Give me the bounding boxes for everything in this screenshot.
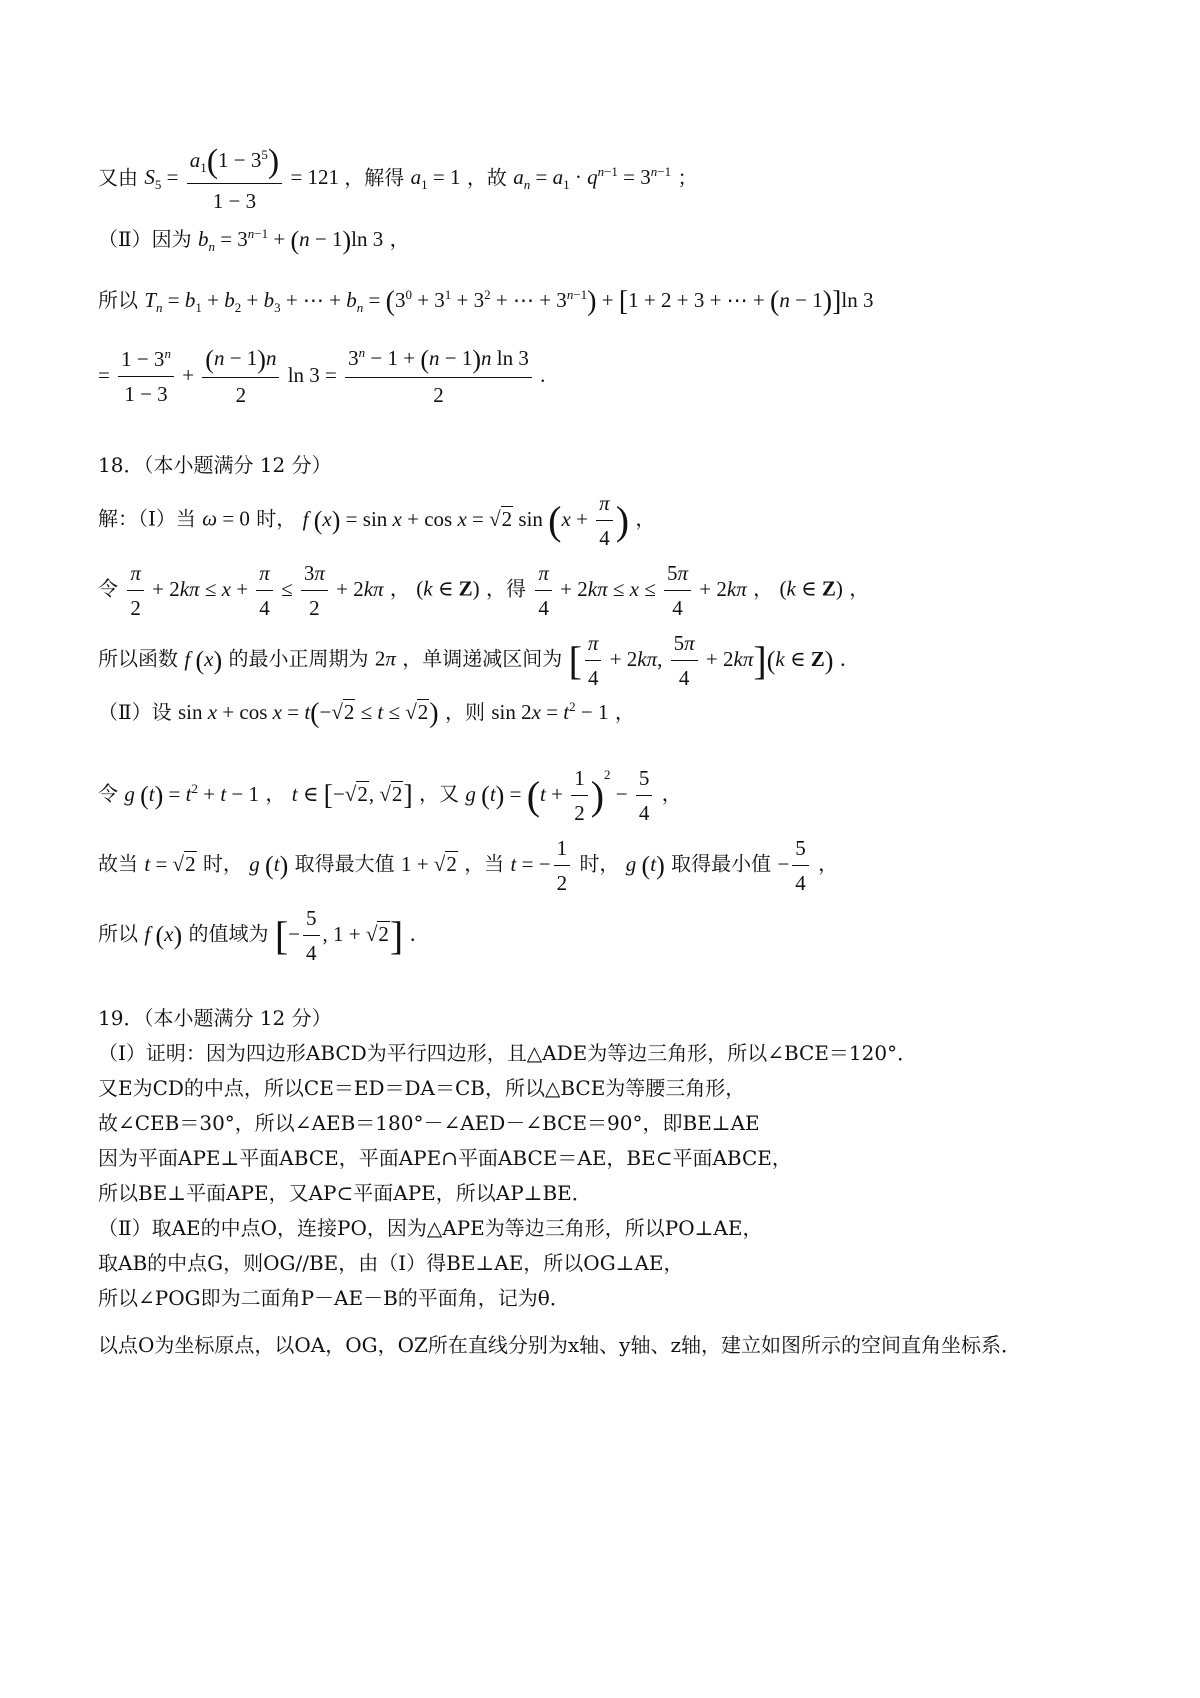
text: ，	[661, 781, 682, 806]
coordinate-system-line: 以点O为坐标原点，以OA，OG，OZ所在直线分别为x轴、y轴、z轴，建立如图所示的空间直角坐标系．	[98, 1333, 1022, 1357]
formula-gt: g $(t) = t^2 + t - 1$	[124, 780, 260, 810]
formula-range: [− $\frac{5}{4}$ , 1 + √2]	[274, 906, 404, 966]
text: ；	[677, 165, 698, 190]
text: （Ⅱ）设	[98, 699, 172, 724]
text: ．	[409, 921, 430, 946]
formula-min-value: − $\frac{5}{4}$	[777, 852, 811, 876]
text: 时，	[256, 506, 297, 531]
text: 的值域为	[188, 921, 269, 946]
text: ，	[389, 576, 410, 601]
text: 又由	[98, 165, 138, 190]
question-18-header: 18．（本小题满分 12 分）	[98, 453, 332, 477]
text: ，得	[486, 576, 527, 601]
formula-gt-vertex: g (t) = (t + $\frac{1}{2}$ )$^2$ − $\frac{5}{4}$	[465, 782, 655, 806]
formula-a1: $a_1 = 1$	[410, 165, 461, 193]
solution-line-s5	[98, 145, 697, 214]
text: ，	[818, 851, 839, 876]
text: 令	[98, 576, 118, 601]
proof-line: 故∠CEB＝30°，所以∠AEB＝180°－∠AED－∠BCE＝90°，即BE⊥AE	[98, 1111, 760, 1135]
formula-decreasing-interval: [ $\frac{\pi}{4}$ + 2kπ, $\frac{5\pi}{4}$ + 2kπ](k ∈ Z)	[568, 631, 834, 691]
solution-line-tn-result	[98, 345, 545, 408]
formula-fx: f (x) = sin x + cos x = √2 sin (x + $\frac{\pi}{4}$ )	[302, 491, 630, 551]
text: 取得最小值	[671, 851, 772, 876]
text: 取得最大值	[294, 851, 395, 876]
formula-tn: $T_n = b_1 + b_2 + b_3$ + ⋯ + $b_n = (3^0 + 3^1 + 3^2$ + ⋯ + $3^{n-1}) + [1 + 2 + 3$ + ⋯ + (n − 1)]ln 3	[144, 286, 874, 317]
formula-gt: g (t)	[625, 850, 665, 880]
formula-fx: f (x)	[144, 920, 183, 950]
formula-tn-result: = $\frac{1 - 3^n}{1 - 3}$ + $\frac{(n - 1)n}{2}$ ln 3 = $\frac{3^n - 1 + (n - 1)n \ln 3}{2}$ .	[98, 345, 546, 408]
text: ，	[635, 506, 656, 531]
text: 令	[98, 781, 118, 806]
text: ，则	[444, 699, 485, 724]
text: ，单调递减区间为	[402, 646, 563, 671]
text: ，	[849, 576, 870, 601]
formula-t-max: t = √2	[144, 851, 196, 876]
formula-ineq1: $\frac{\pi}{2}$ + 2kπ ≤ x + $\frac{\pi}{4}$ ≤ $\frac{3\pi}{2}$ + 2kπ	[124, 577, 383, 601]
proof-line: 所以BE⊥平面APE，又AP⊂平面APE，所以AP⊥BE．	[98, 1181, 592, 1205]
proof-line: 因为平面APE⊥平面ABCE，平面APE∩平面ABCE＝AE，BE⊂平面ABCE，	[98, 1146, 792, 1170]
text: 解：（Ⅰ）当	[98, 506, 196, 531]
text: （Ⅱ）因为	[98, 226, 192, 251]
proof-line: （Ⅰ）证明：因为四边形ABCD为平行四边形，且△ADE为等边三角形，所以∠BCE＝120°．	[98, 1041, 918, 1065]
proof-line: （Ⅱ）取AE的中点O，连接PO，因为△APE为等边三角形，所以PO⊥AE，	[98, 1216, 763, 1240]
formula-sin2x: $\sin 2x = t^2 - 1$	[491, 698, 609, 724]
text: ，故	[466, 165, 507, 190]
text: 故当	[98, 851, 138, 876]
text: ，	[389, 226, 410, 251]
solution-line-f	[98, 490, 655, 552]
text: ，	[753, 576, 774, 601]
solution-line-range	[98, 905, 430, 967]
formula-omega: ω = 0	[202, 506, 250, 531]
text: ，当	[464, 851, 505, 876]
solution-line-bn	[98, 225, 410, 255]
text: ，	[614, 699, 635, 724]
text: 时，	[202, 851, 243, 876]
formula-t-domain: t ∈ [−√2, √2]	[291, 779, 413, 811]
formula-kz: (k ∈ Z)	[779, 576, 843, 601]
formula-2pi: 2π	[374, 646, 396, 671]
solution-line-g	[98, 765, 682, 827]
proof-line: 取AB的中点G，则OG//BE，由（Ⅰ）得BE⊥AE，所以OG⊥AE，	[98, 1251, 684, 1275]
question-19-header: 19．（本小题满分 12 分）	[98, 1006, 332, 1030]
formula-ineq2: $\frac{\pi}{4}$ + 2kπ ≤ x ≤ $\frac{5\pi}{4}$ + 2kπ	[532, 577, 746, 601]
formula-t: sin x + cos x = t(−√2 ≤ t ≤ √2)	[177, 698, 439, 729]
solution-line-intervals	[98, 560, 869, 622]
formula-s5: $S_5$ = $\frac{a_1(1 - 3^5)}{1 - 3}$ = 121	[144, 143, 345, 213]
text: ，	[265, 781, 286, 806]
solution-line-extrema	[98, 835, 838, 897]
text: ．	[839, 646, 860, 671]
text: ，解得	[344, 165, 405, 190]
text: ，又	[419, 781, 460, 806]
formula-an: $a_n = a_1 \cdot q^{n-1} = 3^{n-1}$	[513, 164, 672, 193]
formula-fx: f (x)	[184, 645, 223, 675]
formula-t-min: t = − $\frac{1}{2}$	[511, 852, 574, 876]
solution-line-substitution	[98, 700, 635, 728]
formula-kz: (k ∈ Z)	[416, 576, 480, 601]
solution-line-tn	[98, 288, 873, 316]
solution-line-period	[98, 630, 860, 692]
text: 所以函数	[98, 646, 178, 671]
text: 所以	[98, 921, 138, 946]
formula-gt: g (t)	[249, 850, 289, 880]
proof-line: 所以∠POG即为二面角P－AE－B的平面角，记为θ．	[98, 1286, 570, 1310]
formula-bn: $b_n = 3^{n-1} + (n - 1)\ln$ 3	[197, 225, 384, 255]
formula-max-value: 1 + √2	[400, 851, 457, 876]
text: 的最小正周期为	[228, 646, 369, 671]
text: 所以	[98, 287, 138, 312]
text: 时，	[579, 851, 620, 876]
proof-line: 又E为CD的中点，所以CE＝ED＝DA＝CB，所以△BCE为等腰三角形，	[98, 1076, 746, 1100]
